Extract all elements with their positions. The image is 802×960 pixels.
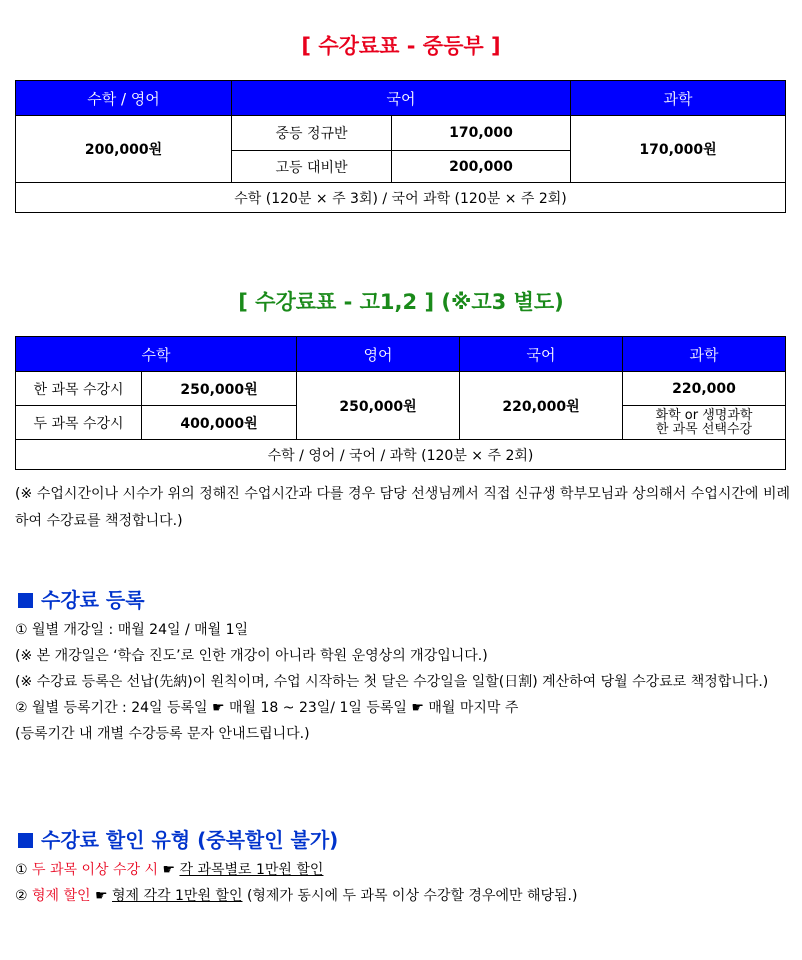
header-korean: 국어 — [460, 337, 623, 372]
header-math: 수학 — [16, 337, 297, 372]
square-bullet-icon — [18, 593, 33, 608]
header-science: 과학 — [571, 81, 786, 116]
discount-amount: 형제 각각 1만원 할인 — [112, 888, 243, 904]
section-heading-discount — [18, 824, 338, 853]
science-note-line: 화학 or 생명과학 — [655, 407, 753, 423]
registration-line: (※ 수강료 등록은 선납(先納)이 원칙이며, 수업 시작하는 첫 달은 수강일을 일할(日割) 계산하여 당월 수강료로 책정합니다.) — [15, 674, 769, 690]
discount-condition: 두 과목 이상 수강 시 — [32, 862, 159, 878]
section-heading-text: 수강료 할인 유형 (중복할인 불가) — [41, 828, 339, 852]
header-english: 영어 — [297, 337, 460, 372]
registration-line: ① 월별 개강일 : 매월 24일 / 매월 1일 — [15, 622, 249, 638]
schedule-note: (※ 수업시간이나 시수가 위의 정해진 수업시간과 다를 경우 담당 선생님께서 직접 신규생 학부모님과 상의해서 수업시간에 비례하여 수강료를 책정합니다.) — [15, 486, 790, 529]
section-heading-registration — [18, 584, 145, 613]
pointing-hand-icon: ☛ — [162, 862, 176, 878]
registration-body — [15, 617, 795, 747]
korean-row-label: 중등 정규반 — [232, 116, 392, 151]
header-math-english: 수학 / 영어 — [16, 81, 232, 116]
header-korean: 국어 — [232, 81, 571, 116]
table-footer: 수학 (120분 × 주 3회) / 국어 과학 (120분 × 주 2회) — [16, 183, 786, 213]
korean-fee: 220,000원 — [460, 372, 623, 440]
discount-condition: 형제 할인 — [32, 888, 91, 904]
math-english-fee: 200,000원 — [16, 116, 232, 183]
math-row-label: 한 과목 수강시 — [16, 372, 142, 406]
title-high-school: [ 수강료표 - 고1,2 ] (※고3 별도) — [238, 290, 564, 314]
science-fee: 220,000 — [623, 372, 786, 406]
science-note-line: 한 과목 선택수강 — [655, 421, 753, 437]
math-row-fee: 250,000원 — [142, 372, 297, 406]
discount-note: (형제가 동시에 두 과목 이상 수강할 경우에만 해당됨.) — [246, 888, 578, 904]
section-heading-text: 수강료 등록 — [41, 588, 145, 612]
discount-item — [15, 857, 795, 883]
math-row-fee: 400,000원 — [142, 406, 297, 440]
registration-line: (※ 본 개강일은 ‘학습 진도’로 인한 개강이 아니라 학원 운영상의 개강입니다.) — [15, 648, 488, 664]
square-bullet-icon — [18, 833, 33, 848]
discount-body — [15, 857, 795, 909]
fee-table-high — [15, 336, 786, 470]
item-number: ② — [15, 888, 28, 904]
registration-line: (등록기간 내 개별 수강등록 문자 안내드립니다.) — [15, 726, 310, 742]
fee-table-middle — [15, 80, 786, 213]
math-row-label: 두 과목 수강시 — [16, 406, 142, 440]
item-number: ① — [15, 862, 28, 878]
korean-row-label: 고등 대비반 — [232, 151, 392, 183]
pointing-hand-icon: ☛ — [95, 888, 108, 904]
english-fee: 250,000원 — [297, 372, 460, 440]
registration-line: ② 월별 등록기간 : 24일 등록일 ☛ 매월 18 ~ 23일/ 1일 등록일 ☛ 매월 마지막 주 — [15, 700, 519, 716]
discount-amount: 각 과목별로 1만원 할인 — [179, 862, 324, 878]
discount-item — [15, 883, 795, 909]
science-note — [623, 406, 786, 440]
science-fee: 170,000원 — [571, 116, 786, 183]
table-footer: 수학 / 영어 / 국어 / 과학 (120분 × 주 2회) — [16, 440, 786, 470]
korean-row-fee: 200,000 — [392, 151, 571, 183]
title-middle-school: [ 수강료표 - 중등부 ] — [301, 34, 501, 58]
korean-row-fee: 170,000 — [392, 116, 571, 151]
header-science: 과학 — [623, 337, 786, 372]
